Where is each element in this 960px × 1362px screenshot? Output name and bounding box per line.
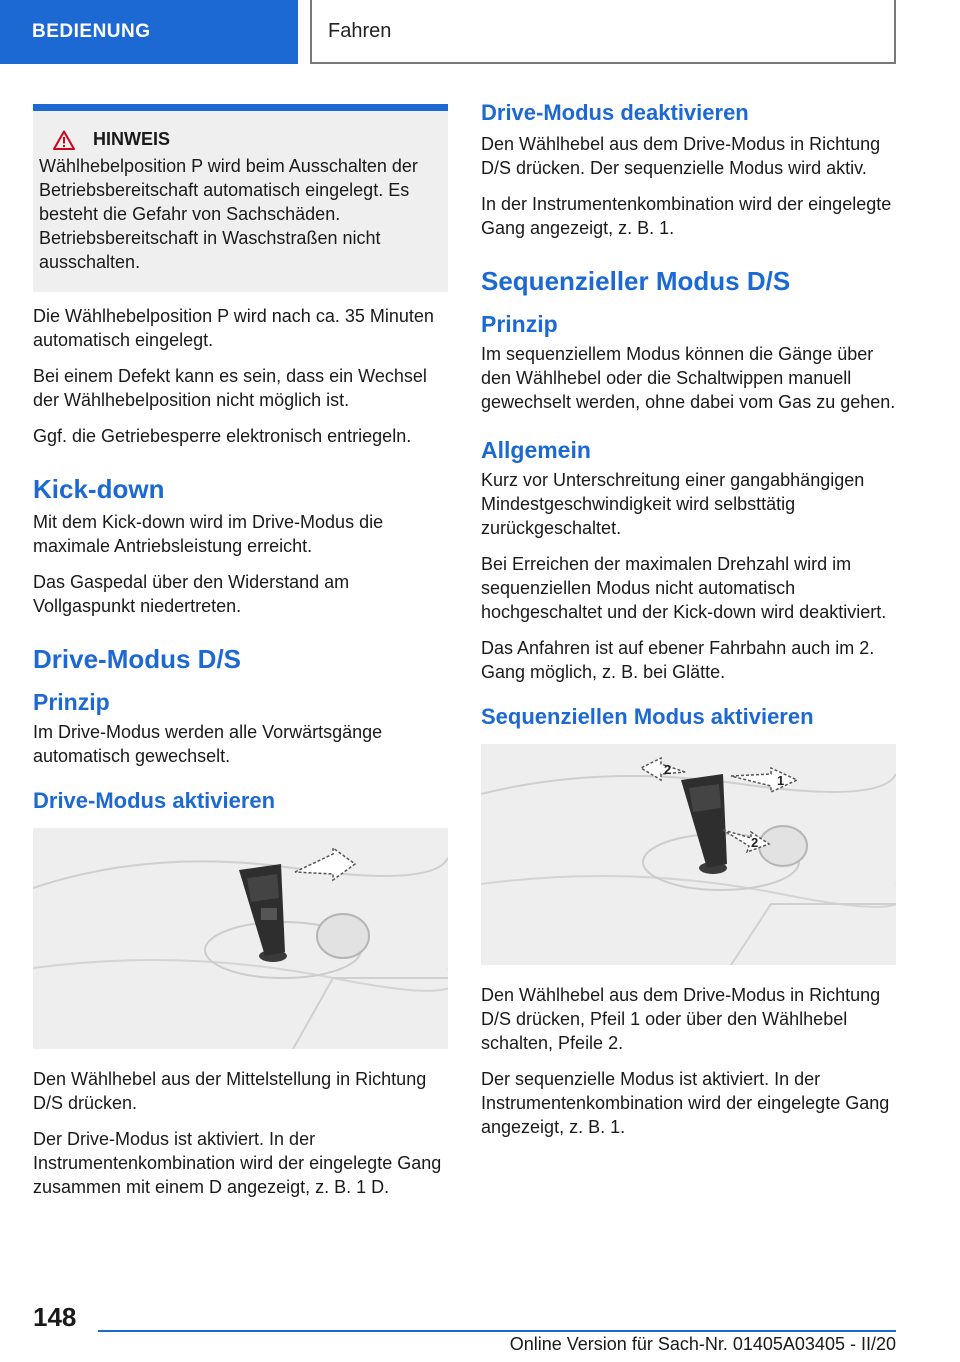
sequential-gear-illustration [481,744,896,965]
paragraph: Mit dem Kick-down wird im Drive-Modus die maximale Antriebsleistung erreicht. [33,512,384,556]
paragraph: Den Wählhebel aus dem Drive-Modus in Richtung D/S drücken, Pfeil 1 oder über den Wählhebel schalten, Pfeile 2. [481,985,881,1053]
heading-allgemein: Allgemein [481,437,591,463]
heading-drive-activate: Drive-Modus aktivieren [33,788,276,813]
warning-triangle-icon [53,130,75,150]
left-column [33,100,448,1211]
heading-drive-mode: Drive-Modus D/S [33,644,242,674]
paragraph: Im Drive-Modus werden alle Vorwärtsgänge automatisch gewechselt. [33,722,383,766]
figure-label: 1 [777,773,785,788]
paragraph: Den Wählhebel aus dem Drive-Modus in Richtung D/S drücken. Der sequenzielle Modus wird aktiv. [481,134,881,178]
paragraph: Das Anfahren ist auf ebener Fahrbahn auch im 2. Gang möglich, z. B. bei Glätte. [481,638,875,682]
footer-text: Online Version für Sach-Nr. 01405A03405 - II/20 [509,1334,896,1354]
heading-sequential-mode: Sequenzieller Modus D/S [481,266,791,296]
footer-divider [98,1330,896,1332]
right-column [481,100,896,1151]
gear-selector-illustration [33,828,448,1049]
heading-kickdown: Kick-down [33,474,165,504]
paragraph: In der Instrumentenkombination wird der eingelegte Gang angezeigt, z. B. 1. [481,194,892,238]
figure-label: 2 [751,835,759,850]
paragraph: Bei Erreichen der maximalen Drehzahl wird im sequenziellen Modus nicht automatisch hochgeschaltet und der Kick-down wird deaktiviert. [481,554,887,622]
paragraph: Die Wählhebelposition P wird nach ca. 35 Minuten automatisch eingelegt. [33,306,434,350]
heading-prinzip: Prinzip [33,689,110,715]
heading-drive-deactivate: Drive-Modus deaktivieren [481,100,749,125]
paragraph: Kurz vor Unterschreitung einer gangabhängigen Mindestgeschwindigkeit wird selbsttätig zurückgeschaltet. [481,470,865,538]
header-chapter-title: Fahren [310,0,896,64]
paragraph: Ggf. die Getriebesperre elektronisch entriegeln. [33,426,412,446]
paragraph: Im sequenziellem Modus können die Gänge über den Wählhebel oder die Schaltwippen manuell gewechselt werden, ohne dabei vom Gas zu gehen. [481,344,896,412]
heading-prinzip: Prinzip [481,311,558,337]
page-number: 148 [33,1302,77,1332]
note-text: Wählhebelposition P wird beim Ausschalten der Betriebsbereitschaft automatisch eingelegt. Es besteht die Gefahr von Sachschäden. Betriebsbereitschaft in Waschstraßen nicht ausschalten. [39,156,418,272]
header-section-tab: BEDIENUNG [0,0,298,64]
paragraph: Der sequenzielle Modus ist aktiviert. In der Instrumentenkombination wird der eingelegte Gang angezeigt, z. B. 1. [481,1069,890,1137]
paragraph: Bei einem Defekt kann es sein, dass ein Wechsel der Wählhebelposition nicht möglich ist. [33,366,427,410]
heading-sequential-activate: Sequenziellen Modus aktivieren [481,704,814,729]
note-title: HINWEIS [93,129,171,149]
paragraph: Das Gaspedal über den Widerstand am Vollgaspunkt niedertreten. [33,572,350,616]
note-heading [53,129,440,150]
figure-label: 2 [664,762,672,777]
warning-note [33,104,448,292]
paragraph: Den Wählhebel aus der Mittelstellung in Richtung D/S drücken. [33,1069,427,1113]
paragraph: Der Drive-Modus ist aktiviert. In der Instrumentenkombination wird der eingelegte Gang zusammen mit einem D angezeigt, z. B. 1 D. [33,1129,442,1197]
